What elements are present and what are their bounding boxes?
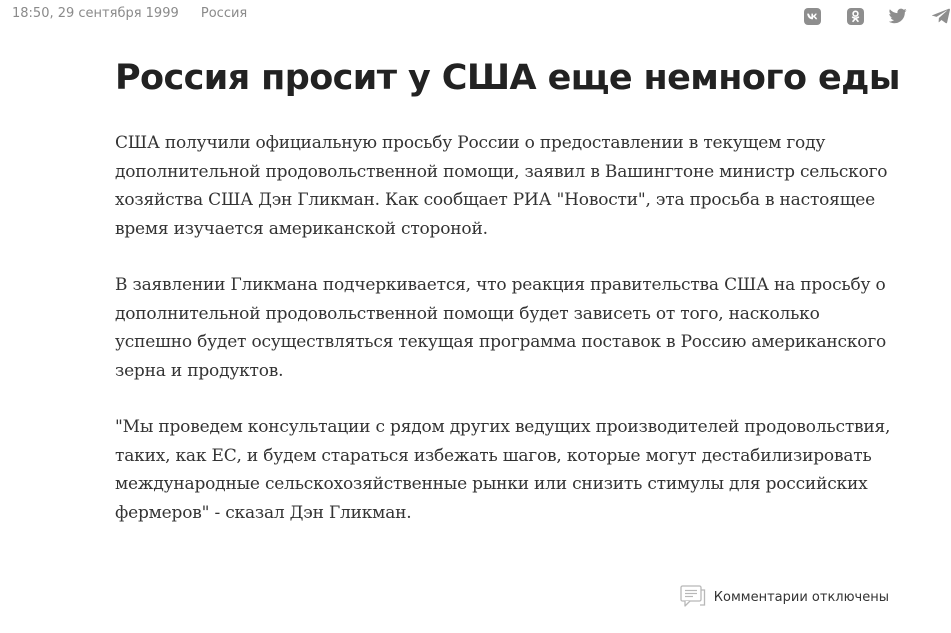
share-vk-button[interactable]	[802, 6, 822, 26]
telegram-icon	[932, 8, 950, 24]
article-title: Россия просит у США еще немного еды	[115, 58, 900, 98]
article-meta	[12, 6, 247, 21]
share-telegram-button[interactable]	[931, 6, 951, 26]
share-buttons	[802, 6, 951, 26]
vk-icon	[804, 8, 821, 25]
article-paragraph: В заявлении Гликмана подчеркивается, что реакция правительства США на просьбу о дополнительной продовольственной помощи будет зависеть от того, насколько успешно будет осуществляться текущая программа поставок в Россию американского зерна и продуктов.	[115, 275, 887, 381]
article-paragraph: США получили официальную просьбу России о предоставлении в текущем году дополнительной продовольственной помощи, заявил в Вашингтоне министр сельского хозяйства США Дэн Гликман. Как сообщает РИА "Новости", эта просьба в настоящее время изучается американской стороной.	[115, 133, 888, 239]
share-twitter-button[interactable]	[888, 6, 908, 26]
share-odnoklassniki-button[interactable]	[845, 6, 865, 26]
article-datetime: 18:50, 29 сентября 1999	[12, 6, 179, 21]
rubric-link[interactable]: Россия	[200, 6, 248, 21]
article-paragraph: "Мы проведем консультации с рядом других ведущих производителей продовольствия, таких, как ЕС, и будем стараться избежать шагов, которые могут дестабилизировать международные сельскохозяйственные рынки или снизить стимулы для российских фермеров" - сказал Дэн Гликман.	[115, 417, 891, 523]
comment-icon	[680, 584, 706, 610]
article-topbar	[0, 0, 951, 32]
odnoklassniki-icon	[847, 8, 864, 25]
article-body	[115, 129, 895, 555]
comments-label: Комментарии отключены	[713, 589, 889, 605]
twitter-icon	[889, 8, 907, 24]
comments-status	[680, 584, 889, 610]
